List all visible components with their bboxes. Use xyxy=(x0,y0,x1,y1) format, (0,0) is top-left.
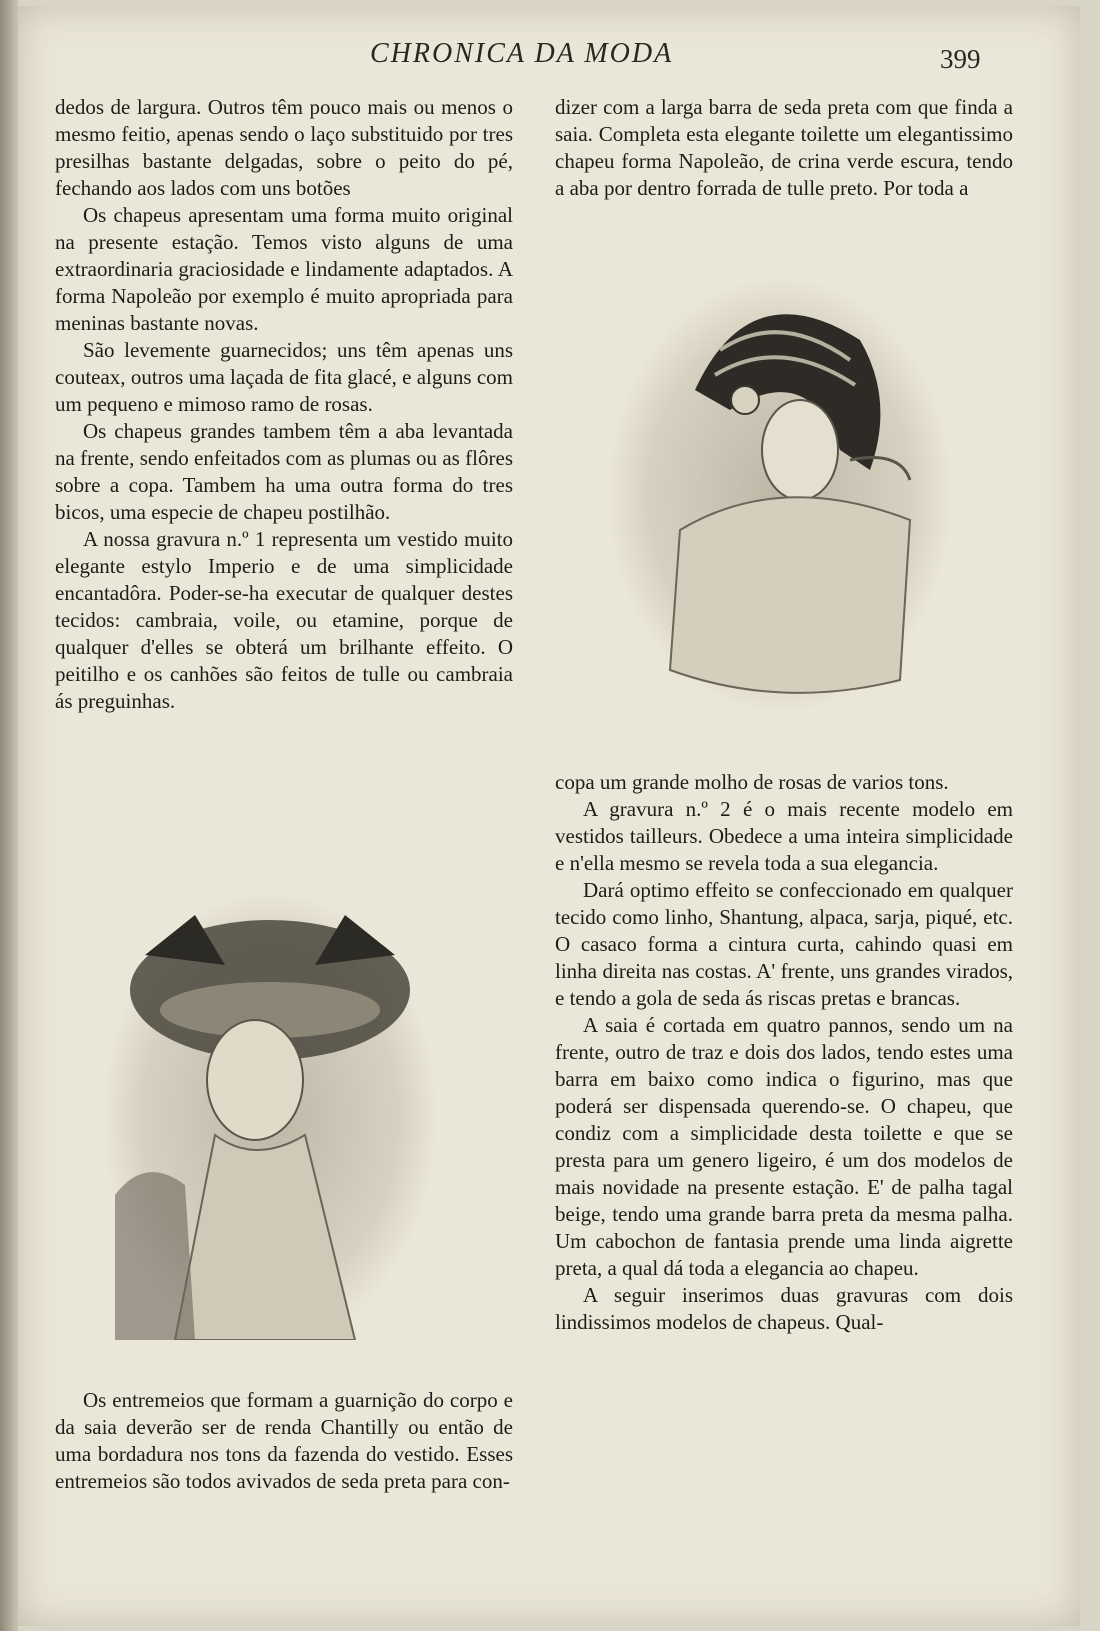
paragraph: A seguir inserimos duas gravuras com dois lindissimos modelos de chapeus. Qual- xyxy=(555,1283,1013,1334)
right-column-top xyxy=(555,94,1013,202)
page-number: 399 xyxy=(940,44,981,74)
right-column-bottom xyxy=(555,769,1013,1336)
paragraph: Os chapeus grandes tambem têm a aba levantada na frente, sendo enfeitados com as plumas ou as flôres sobre a copa. Tambem ha uma outra forma do tres bicos, uma especie de chapeu postilhão. xyxy=(55,419,513,524)
page-header: CHRONICA DA MODA xyxy=(370,38,674,69)
paragraph: dedos de largura. Outros têm pouco mais ou menos o mesmo feitio, apenas sendo o laço substituido por tres presilhas bastante delgadas, sobre o peito do pé, fechando aos lados com uns botões xyxy=(55,95,513,200)
paragraph: A nossa gravura n.º 1 representa um vestido muito elegante estylo Imperio e de uma simplicidade encantadôra. Poder-se-ha executar de qualquer destes tecidos: cambraia, voile, ou etamine, porque de qualquer d'elles se obterá um brilhante effeito. O peitilho e os canhões são feitos de tulle ou cambraia ás preguinhas. xyxy=(55,527,513,713)
paragraph: copa um grande molho de rosas de varios tons. xyxy=(555,770,949,794)
paragraph: A gravura n.º 2 é o mais recente modelo em vestidos tailleurs. Obedece a uma inteira simplicidade e n'ella mesmo se revela toda a sua elegancia. xyxy=(555,797,1013,875)
paragraph: dizer com a larga barra de seda preta com que finda a saia. Completa esta elegante toilette um elegantissimo chapeu forma Napoleão, de crina verde escura, tendo a aba por dentro forrada de tulle preto. Por toda a xyxy=(555,95,1013,200)
paragraph: Os entremeios que formam a guarnição do corpo e da saia deverão ser de renda Chantilly ou então de uma bordadura nos tons da fazenda do vestido. Esses entremeios são todos avivados de seda preta para con- xyxy=(55,1388,513,1493)
book-gutter xyxy=(0,0,18,1631)
paragraph: São levemente guarnecidos; uns têm apenas uns couteax, outros uma laçada de fita glacé, e alguns com um pequeno e mimoso ramo de rosas. xyxy=(55,338,513,416)
paragraph: Dará optimo effeito se confeccionado em qualquer tecido como linho, Shantung, alpaca, sarja, piqué, etc. O casaco forma a cintura curta, cahindo quasi em linha direita nas costas. A' frente, uns grandes virados, e tendo a gola de seda ás riscas pretas e brancas. xyxy=(555,878,1013,1010)
engraving-woman-in-napoleon-hat xyxy=(610,280,950,710)
left-column-bottom xyxy=(55,1387,513,1495)
paragraph: Os chapeus apresentam uma forma muito original na presente estação. Temos visto alguns de uma extraordinaria graciosidade e lindamente adaptados. A forma Napoleão por exemplo é muito apropriada para meninas bastante novas. xyxy=(55,203,513,335)
paragraph: A saia é cortada em quatro pannos, sendo um na frente, outro de traz e dois dos lados, tendo estes uma barra em baixo como indica o figurino, mas que poderá ser dispensada querendo-se. O chapeu, que condiz com a simplicidade desta toilette e que se presta para um genero ligeiro, é um dos modelos de mais novidade na presente estação. E' de palha tagal beige, tendo uma grande barra preta da mesma palha. Um cabochon de fantasia prende uma linda aigrette preta, a qual dá toda a elegancia ao chapeu. xyxy=(555,1013,1013,1280)
hat-illustration-2 xyxy=(105,895,435,1340)
engraving-woman-in-plumed-hat xyxy=(105,895,435,1340)
hat-illustration-1 xyxy=(610,280,950,710)
left-column-top xyxy=(55,94,513,715)
